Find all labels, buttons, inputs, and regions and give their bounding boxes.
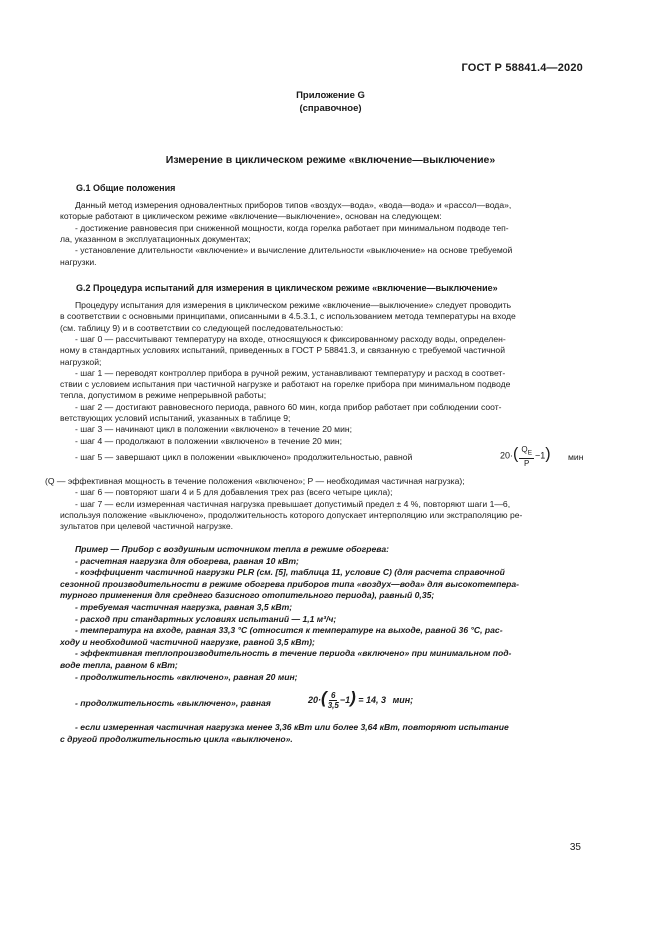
formula-numerator: Q xyxy=(521,445,528,454)
formula-numerator-sub: E xyxy=(527,449,533,457)
formula-denominator: P xyxy=(524,458,530,468)
step-5-unit: мин xyxy=(568,452,584,462)
formula-denominator: 3,5 xyxy=(327,701,339,711)
text-line: - шаг 2 — достигают равновесного периода, равного 60 мин, когда прибор работает при соблюдении соот- xyxy=(75,401,502,412)
step-5-text: - шаг 5 — завершают цикл в положении «выключено» продолжительностью, равной xyxy=(75,452,413,462)
text-line: - эффективная теплопроизводительность в течение периода «включено» при минимальном под- xyxy=(75,648,512,659)
text-line: с другой продолжительностью цикла «выключено». xyxy=(60,733,293,744)
text-line: сезонной производительности в режиме обогрева приборов типа «воздух—вода» для высокотемпера- xyxy=(60,578,520,589)
text-line: турного применения для среднего базисного отопительного периода), равный 0,35; xyxy=(60,590,435,601)
formula-tail: −1 xyxy=(339,695,351,705)
text-line: - температура на входе, равная 33,3 °C (относится к температуре на выходе, равной 36 °C, рас- xyxy=(75,625,503,636)
text-line: нагрузки. xyxy=(60,256,97,267)
formula-tail: −1 xyxy=(535,450,546,461)
off-duration-text: - продолжительность «выключено», равная xyxy=(75,698,271,708)
text-line: (см. таблицу 9) и в соответствии со следующей последовательностью: xyxy=(60,322,344,333)
text-line: - шаг 0 — рассчитывают температуру на входе, относящуюся к фиксированному расходу воды, определен- xyxy=(75,333,506,344)
section-2-heading: G.2 Процедура испытаний для измерения в циклическом режиме «включение—выключение» xyxy=(76,283,498,293)
text-line: в соответствии с основными принципами, описанными в 4.5.3.1, с использованием метода температуры на входе xyxy=(60,311,516,322)
formula-unit: мин; xyxy=(392,695,414,705)
text-line: - установление длительности «включение» и вычисление длительности «выключение» на основе требуемой xyxy=(75,245,513,256)
text-line: - шаг 3 — начинают цикл в положении «включено» в течение 20 мин; xyxy=(75,424,353,435)
formula-fraction xyxy=(519,445,534,468)
text-line: используя положение «выключено», продолжительность которого допускает интерполяцию или экстраполяцию ре- xyxy=(60,509,523,520)
text-line: Данный метод измерения одновалентных приборов типов «воздух—вода», «вода—вода» и «рассол—вода», xyxy=(75,200,512,210)
formula-factor: 20 xyxy=(500,450,511,461)
text-line: - шаг 6 — повторяют шаги 4 и 5 для добавления трех раз (всего четыре цикла); xyxy=(75,487,393,498)
text-line: - расчетная нагрузка для обогрева, равная 10 кВт; xyxy=(75,555,299,566)
formula-factor: 20 xyxy=(308,695,319,705)
text-line: ному в стандартных условиях испытаний, приведенных в ГОСТ Р 58841.3, и связанную с требуемой частичной xyxy=(60,345,505,356)
formula-numerator: 6 xyxy=(331,691,336,701)
text-line: Процедуру испытания для измерения в циклическом режиме «включение—выключение» следует проводить xyxy=(75,300,512,310)
section-1-heading: G.1 Общие положения xyxy=(76,183,176,193)
text-line: ветствующих условий испытаний, указанных в таблице 9; xyxy=(60,413,291,423)
standard-number: ГОСТ Р 58841.4—2020 xyxy=(461,62,583,74)
step-5-formula: 20·( $\frac{Q_E}{P}$ −1) xyxy=(500,445,551,468)
text-line: - если измеренная частичная нагрузка менее 3,36 кВт или более 3,64 кВт, повторяют испытание xyxy=(75,722,509,732)
text-line: воде тепла, равном 6 кВт; xyxy=(60,660,178,670)
text-line: - шаг 7 — если измеренная частичная нагрузка превышает допустимый предел ± 4 %, повторяют шаги 1—6, xyxy=(75,498,511,509)
text-line: Пример — Прибор с воздушным источником тепла в режиме обогрева: xyxy=(75,544,389,554)
text-line: ходу и необходимой частичной нагрузке, равной 3,5 кВт); xyxy=(60,636,315,647)
text-line: ствии с условием испытания при частичной нагрузке и работают на горелке прибора при минимальном подводе xyxy=(60,379,511,390)
text-line: - расход при стандартных условиях испытаний — 1,1 м³/ч; xyxy=(75,613,337,624)
text-line: тепла, допустимом в режиме непрерывной работы; xyxy=(60,390,267,401)
text-line: - шаг 1 — переводят контроллер прибора в ручной режим, устанавливают температуру и расход в соответ- xyxy=(75,367,506,378)
text-line: нагрузкой; xyxy=(60,356,102,367)
formula-result: = 14, 3 xyxy=(358,695,387,705)
text-line: - продолжительность «включено», равная 20 мин; xyxy=(75,671,298,682)
text-line: ла, указанном в эксплуатационных документах; xyxy=(60,233,251,244)
text-line: - достижение равновесия при сниженной мощности, когда горелка работает при минимальном подводе теп- xyxy=(75,222,509,233)
text-line: (Q — эффективная мощность в течение положения «включено»; P — необходимая частичная нагрузка); xyxy=(45,476,465,486)
main-title: Измерение в циклическом режиме «включение—выключение» xyxy=(165,154,496,166)
text-line: которые работают в циклическом режиме «включение—выключение», основан на следующем: xyxy=(60,211,442,222)
page-number: 35 xyxy=(569,842,581,853)
formula-fraction xyxy=(328,691,339,710)
text-line: зультатов при целевой частичной нагрузке. xyxy=(60,521,234,532)
text-line: - коэффициент частичной нагрузки PLR (см. [5], таблица 11, условие C) (для расчета справочной xyxy=(75,567,505,578)
text-line: - требуемая частичная нагрузка, равная 3,5 кВт; xyxy=(75,602,293,612)
text-line: - шаг 4 — продолжают в положении «включено» в течение 20 мин; xyxy=(75,435,343,446)
appendix-title: Приложение G xyxy=(296,90,365,101)
appendix-subtitle: (справочное) xyxy=(299,103,362,114)
off-duration-formula: 20·( $\frac{6}{3,5}$ −1) = 14, 3 мин; xyxy=(308,688,414,711)
